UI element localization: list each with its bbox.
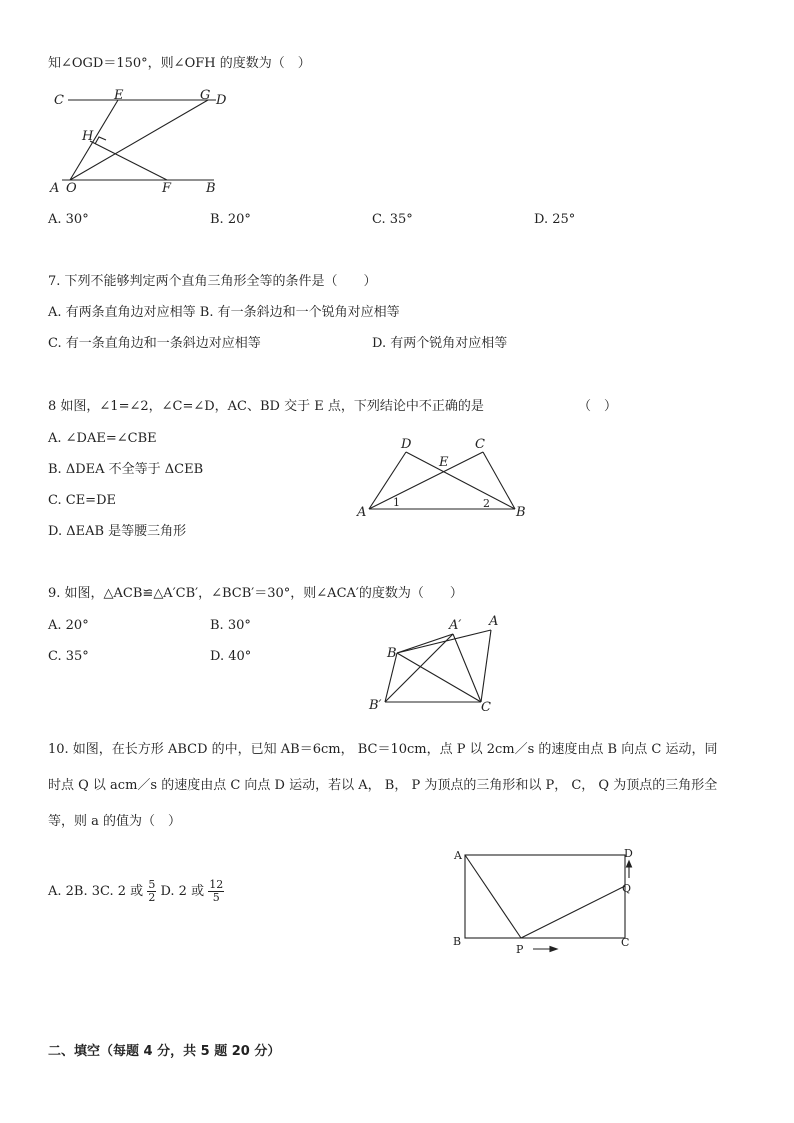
label-o: O [66,181,77,196]
label-b: B [516,505,526,520]
segment-ac [481,630,491,702]
label-b: B [387,646,397,661]
angle-label-1: 1 [393,496,400,509]
angle-label-2: 2 [483,497,490,510]
q8-stem: 8 如图，∠1=∠2，∠C=∠D，AC、BD 交于 E 点，下列结论中不正确的是 [48,399,484,414]
segment-b1a1 [385,634,453,702]
segment-ba1 [397,634,453,653]
label-g: G [200,88,211,103]
label-c: C [621,936,630,949]
label-q: Q [622,882,632,895]
q9-figure [365,612,515,722]
segment-ad [369,452,406,509]
label-a: A [454,849,462,862]
q8-option-b: B. ΔDEA 不全等于 ΔCEB [48,462,204,477]
line-oe [70,100,118,180]
segment-pq [521,886,625,938]
q9-option-d: D. 40° [210,649,252,664]
label-d: D [216,93,227,108]
q9-option-a: A. 20° [48,618,89,633]
label-e: E [114,88,124,103]
label-c: C [54,93,64,108]
label-b: B [206,181,216,196]
label-p: P [516,943,524,956]
q9-option-b: B. 30° [210,618,251,633]
q8-figure [355,432,535,522]
label-a: A [489,614,499,629]
q8-option-c: C. CE=DE [48,493,116,508]
label-h: H [82,129,94,144]
q8-option-d: D. ΔEAB 是等腰三角形 [48,524,187,539]
fraction-denominator: 5 [212,891,220,904]
q6-option-b: B. 20° [210,212,251,227]
arrow-right-icon [550,947,557,952]
fraction-denominator: 2 [148,891,156,904]
segment-ap [465,855,521,938]
label-a: A [50,181,60,196]
label-b: B [453,935,462,948]
label-a-prime: A′ [449,618,462,633]
q10-option-d: D. 2 或 [160,884,205,899]
label-e: E [439,455,449,470]
q10-stem-line2: 时点 Q 以 acm／s 的速度由点 C 向点 D 运动，若以 A， B， P 为顶点的三角形和以 P， C， Q 为顶点的三角形全 [48,778,718,793]
label-c: C [475,437,485,452]
segment-ac [369,452,483,509]
section-heading: 二、填空（每题 4 分，共 5 题 20 分） [48,1044,281,1059]
q7-option-c: C. 有一条直角边和一条斜边对应相等 [48,336,261,351]
q6-stem: 知∠OGD＝150°，则∠OFH 的度数为（ ） [48,56,311,71]
q10-figure [450,845,650,955]
q6-option-a: A. 30° [48,212,89,227]
line-hf [90,141,167,180]
q8-option-a: A. ∠DAE=∠CBE [48,431,157,446]
segment-a1c [453,634,481,702]
q10-fraction-5-2 [147,879,156,904]
q6-option-d: D. 25° [534,212,576,227]
q9-option-c: C. 35° [48,649,89,664]
label-d: D [624,847,633,860]
label-a: A [357,505,367,520]
label-b-prime: B′ [369,698,382,713]
q10-options [48,872,224,912]
q7-options-ab: A. 有两条直角边对应相等 B. 有一条斜边和一个锐角对应相等 [48,305,400,320]
q10-fraction-12-5 [208,879,224,904]
arrow-up-icon [627,861,632,867]
label-c: C [481,700,491,715]
fraction-numerator: 12 [209,878,224,891]
segment-ba [397,630,491,653]
q6-option-c: C. 35° [372,212,413,227]
q8-paren: （ ） [578,399,618,414]
label-f: F [162,181,172,196]
q7-option-d: D. 有两个锐角对应相等 [372,336,508,351]
q10-stem-line1: 10. 如图，在长方形 ABCD 的中，已知 AB＝6cm， BC＝10cm，点 P 以 2cm／s 的速度由点 B 向点 C 运动，同 [48,742,718,757]
q7-stem: 7. 下列不能够判定两个直角三角形全等的条件是（ ） [48,274,377,289]
label-d: D [401,437,412,452]
q10-stem-line3: 等，则 a 的值为（ ） [48,814,182,829]
q10-options-prefix: A. 2B. 3C. 2 或 [48,884,144,899]
fraction-numerator: 5 [148,878,156,891]
q9-stem: 9. 如图，△ACB≌△A′CB′，∠BCB′＝30°，则∠ACA′的度数为（ ） [48,586,463,601]
q6-figure [48,88,278,198]
right-angle-mark [95,137,106,144]
